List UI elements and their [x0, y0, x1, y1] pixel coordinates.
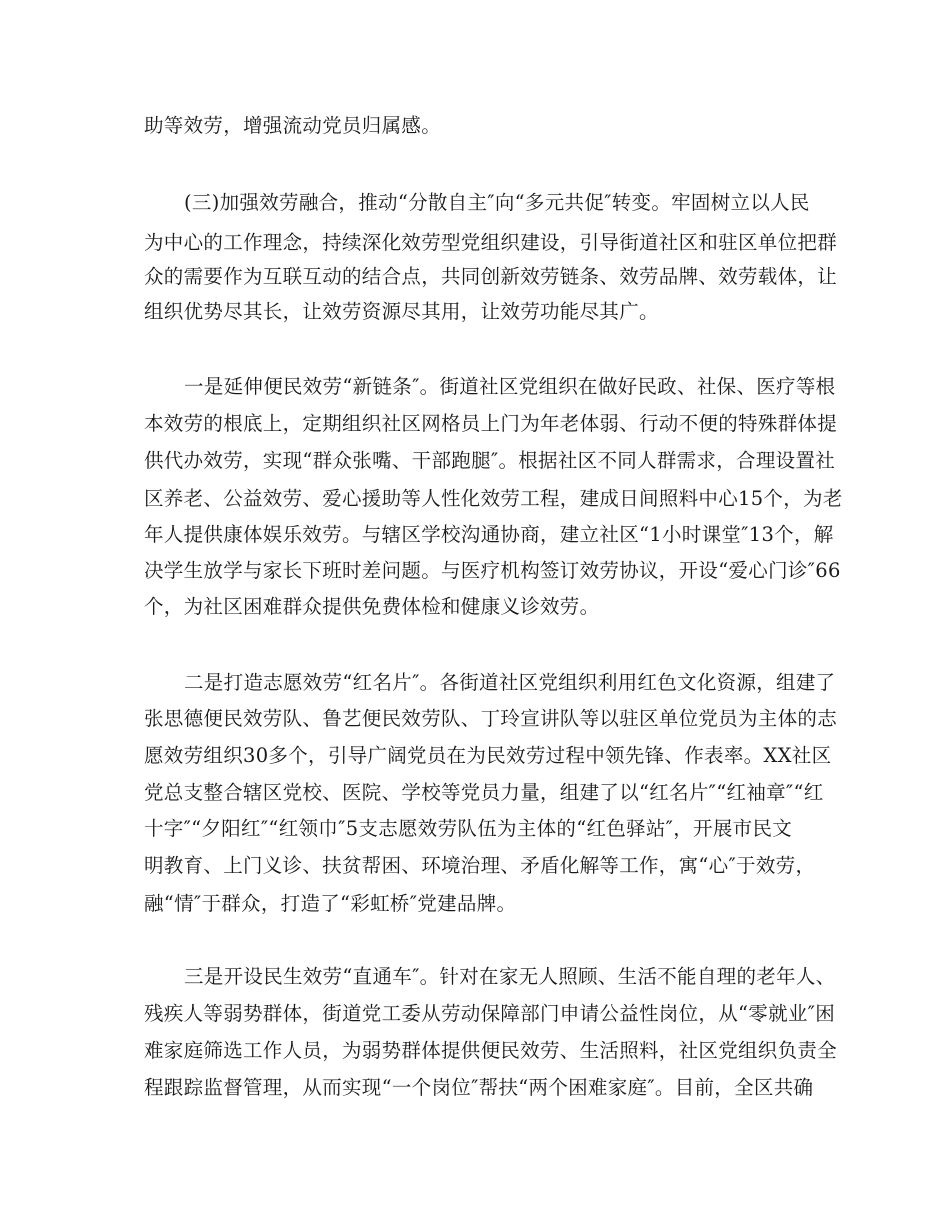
paragraph-4-line-4: 程跟踪监督管理，从而实现“一个岗位″帮扶“两个困难家庭″。目前，全区共确 [144, 1076, 814, 1099]
paragraph-4-line-1: 三是开设民生效劳“直通车″。针对在家无人照顾、生活不能自理的老年人、 [184, 965, 836, 988]
paragraph-3-line-4: 党总支整合辖区党校、医院、学校等党员力量，组建了以“红名片″“红袖章″“红 [144, 781, 824, 804]
paragraph-1-line-1: (三)加强效劳融合，推动“分散自主″向“多元共促″转变。牢固树立以人民 [184, 191, 810, 214]
paragraph-3-line-1: 二是打造志愿效劳“红名片″。各街道社区党组织利用红色文化资源，组建了 [184, 671, 836, 694]
paragraph-2-line-4: 区养老、公益效劳、爱心援助等人性化效劳工程，建成日间照料中心15个，为老 [144, 487, 843, 510]
paragraph-0-line-1: 助等效劳，增强流动党员归属感。 [144, 114, 442, 137]
paragraph-3-line-6: 明教育、上门义诊、扶贫帮困、环境治理、矛盾化解等工作，寓“心″于效劳， [144, 854, 816, 877]
paragraph-3-line-5: 十字″“夕阳红″“红领巾″5支志愿效劳队伍为主体的“红色驿站″，开展市民文 [144, 817, 793, 840]
paragraph-1-line-3: 众的需要作为互联互动的结合点，共同创新效劳链条、效劳品牌、效劳载体，让 [144, 265, 838, 288]
paragraph-4-line-3: 难家庭筛选工作人员，为弱势群体提供便民效劳、生活照料，社区党组织负责全 [144, 1039, 838, 1062]
paragraph-1-line-2: 为中心的工作理念，持续深化效劳型党组织建设，引导街道社区和驻区单位把群 [144, 231, 838, 254]
paragraph-2-line-5: 年人提供康体娱乐效劳。与辖区学校沟通协商，建立社区“1小时课堂″13个，解 [144, 523, 834, 546]
paragraph-3-line-3: 愿效劳组织30多个，引导广阔党员在为民效劳过程中领先锋、作表率。XX社区 [144, 744, 832, 767]
paragraph-1-line-4: 组织优势尽其长，让效劳资源尽其用，让效劳功能尽其广。 [144, 300, 659, 323]
paragraph-3-line-7: 融“情″于群众，打造了“彩虹桥″党建品牌。 [144, 892, 517, 915]
paragraph-3-line-2: 张思德便民效劳队、鲁艺便民效劳队、丁玲宣讲队等以驻区单位党员为主体的志 [144, 707, 838, 730]
paragraph-2-line-3: 供代办效劳，实现“群众张嘴、干部跑腿″。根据社区不同人群需求，合理设置社 [144, 449, 836, 472]
paragraph-4-line-2: 残疾人等弱势群体，街道党工委从劳动保障部门申请公益性岗位，从“零就业″困 [144, 1002, 836, 1025]
paragraph-2-line-2: 本效劳的根底上，定期组织社区网格员上门为年老体弱、行动不便的特殊群体提 [144, 412, 838, 435]
paragraph-2-line-7: 个，为社区困难群众提供免费体检和健康义诊效劳。 [144, 595, 600, 618]
paragraph-2-line-6: 决学生放学与家长下班时差问题。与医疗机构签订效劳协议，开设“爱心门诊″66 [144, 559, 841, 582]
paragraph-2-line-1: 一是延伸便民效劳“新链条″。街道社区党组织在做好民政、社保、医疗等根 [184, 375, 836, 398]
